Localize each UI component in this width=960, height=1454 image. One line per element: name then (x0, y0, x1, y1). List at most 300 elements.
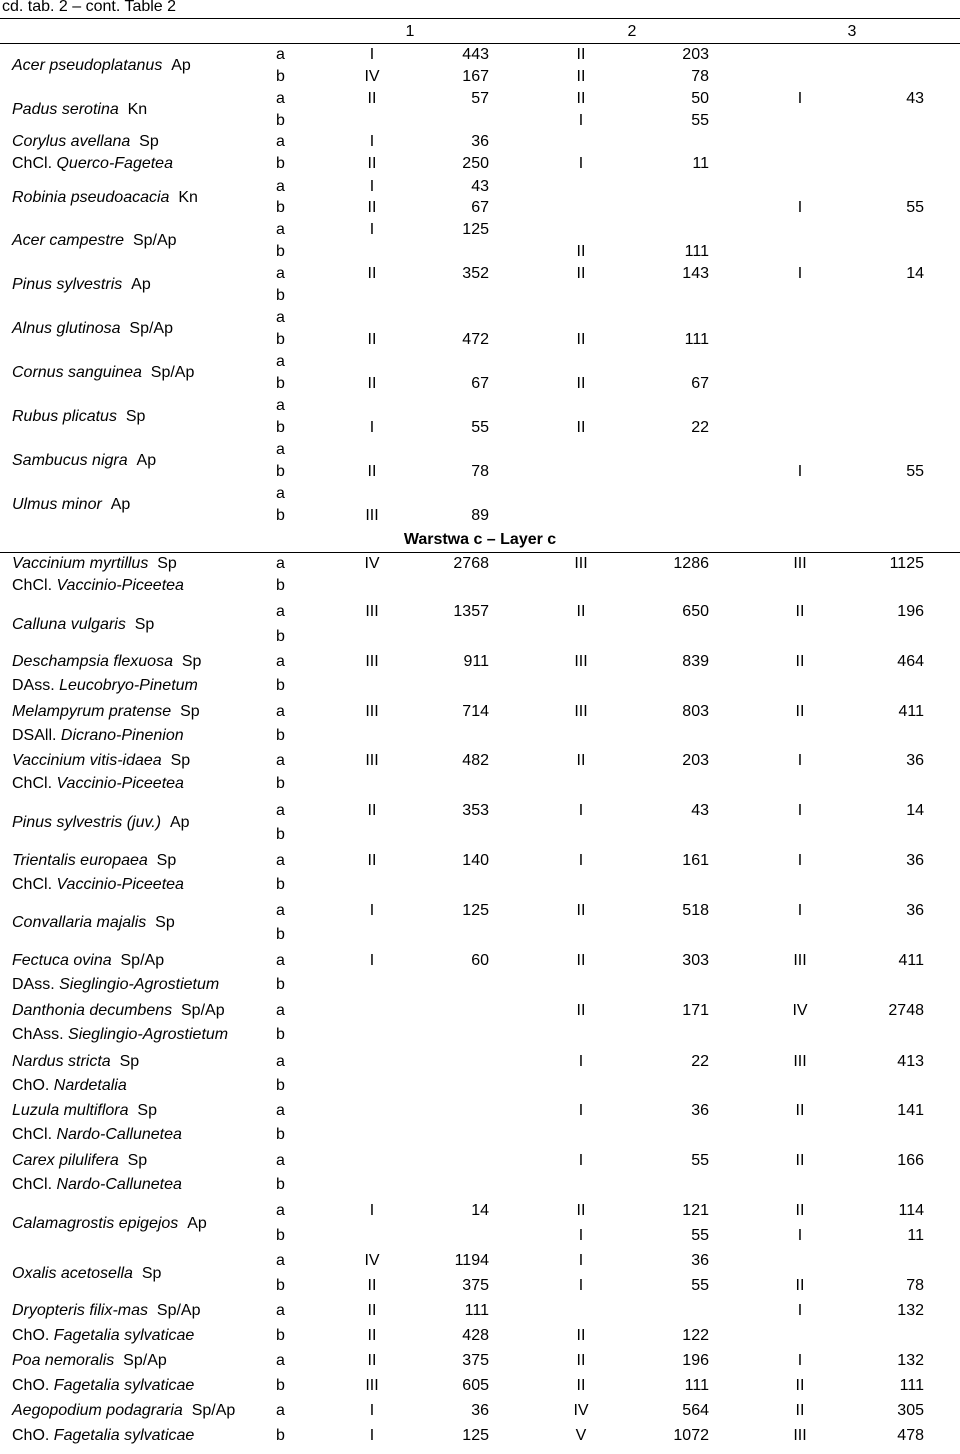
layer-a-marker: a (276, 90, 285, 107)
top-rule (0, 18, 960, 19)
layer-c-rule (0, 552, 960, 553)
cover-value: 352 (462, 265, 489, 282)
cover-value: 166 (897, 1152, 924, 1169)
cover-value: 518 (682, 902, 709, 919)
species-name-text: Sambucus nigra (12, 452, 128, 469)
layer-b-marker: b (276, 112, 285, 129)
layer-b-marker: b (276, 677, 285, 694)
cover-value: 161 (682, 852, 709, 869)
layer-b-marker: b (276, 577, 285, 594)
layer-a-marker: a (276, 1402, 285, 1419)
cover-value: 36 (691, 1252, 709, 1269)
cover-value: 78 (471, 463, 489, 480)
species-name (12, 57, 191, 75)
species-name-text: Robinia pseudoacacia (12, 189, 170, 206)
life-form: Sp (134, 616, 155, 633)
constancy-class: II (576, 243, 586, 260)
syntaxon-line (12, 1026, 228, 1044)
col-header-2: 2 (627, 23, 637, 40)
cover-value: 78 (691, 68, 709, 85)
layer-b-marker: b (276, 331, 285, 348)
layer-a-marker: a (276, 703, 285, 720)
constancy-class: II (367, 155, 377, 172)
syntaxon-prefix: ChO. (12, 1077, 50, 1094)
constancy-class: I (369, 902, 375, 919)
cover-value: 114 (898, 1202, 924, 1219)
syntaxon-line (12, 876, 184, 894)
life-form: Sp/Ap (181, 1002, 225, 1019)
layer-b-marker: b (276, 375, 285, 392)
syntaxon-line (12, 1126, 182, 1144)
cover-value: 43 (691, 802, 709, 819)
layer-a-marker: a (276, 397, 285, 414)
species-name-text: Corylus avellana (12, 133, 131, 150)
constancy-class: I (797, 463, 803, 480)
col-header-1: 1 (405, 23, 415, 40)
cover-value: 67 (471, 375, 489, 392)
constancy-class: I (369, 178, 375, 195)
cover-value: 250 (462, 155, 489, 172)
species-name (12, 1302, 201, 1320)
syntaxon-line (12, 577, 184, 595)
syntaxon-name: Querco-Fagetea (56, 155, 173, 172)
constancy-class: III (365, 703, 379, 720)
life-form: Ap (110, 496, 131, 513)
syntaxon-prefix: DAss. (12, 976, 55, 993)
syntaxon-prefix: ChCl. (12, 577, 53, 594)
species-name (12, 752, 190, 770)
species-name (12, 1053, 139, 1071)
layer-a-marker: a (276, 178, 285, 195)
constancy-class: III (365, 653, 379, 670)
layer-b-marker: b (276, 1026, 285, 1043)
constancy-class: II (367, 1352, 377, 1369)
syntaxon-name: Nardo-Callunetea (56, 1126, 182, 1143)
syntaxon-prefix: ChO. (12, 1427, 50, 1444)
cover-value: 353 (462, 802, 489, 819)
cover-value: 375 (462, 1352, 489, 1369)
syntaxon-name: Dicrano-Pinenion (60, 727, 184, 744)
constancy-class: II (367, 802, 377, 819)
life-form: Ap (131, 276, 151, 293)
cover-value: 55 (691, 1277, 709, 1294)
layer-a-marker: a (276, 1352, 285, 1369)
constancy-class: I (369, 1202, 375, 1219)
species-name (12, 1102, 157, 1120)
constancy-class: I (369, 221, 375, 238)
layer-b-marker: b (276, 976, 285, 993)
layer-a-marker: a (276, 852, 285, 869)
layer-b-marker: b (276, 155, 285, 172)
species-name (12, 703, 200, 721)
layer-b-marker: b (276, 926, 285, 943)
species-name-text: Deschampsia flexuosa (12, 653, 173, 670)
cover-value: 140 (462, 852, 489, 869)
layer-a-marker: a (276, 133, 285, 150)
cover-value: 111 (684, 331, 709, 348)
constancy-class: II (576, 603, 586, 620)
constancy-class: III (793, 1053, 807, 1070)
cover-value: 57 (471, 90, 489, 107)
constancy-class: II (795, 1377, 805, 1394)
constancy-class: II (367, 852, 377, 869)
cover-value: 132 (897, 1352, 924, 1369)
layer-a-marker: a (276, 353, 285, 370)
cover-value: 132 (897, 1302, 924, 1319)
constancy-class: IV (364, 555, 380, 572)
species-name-text: Trientalis europaea (12, 852, 148, 869)
constancy-class: II (367, 331, 377, 348)
constancy-class: I (797, 265, 803, 282)
species-name-text: Vaccinium vitis-idaea (12, 752, 162, 769)
constancy-class: II (576, 1377, 586, 1394)
cover-value: 14 (906, 802, 924, 819)
cover-value: 55 (906, 463, 924, 480)
constancy-class: III (365, 1377, 379, 1394)
constancy-class: II (576, 375, 586, 392)
syntaxon-prefix: ChCl. (12, 155, 53, 172)
species-name (12, 452, 156, 470)
syntaxon-line (12, 775, 184, 793)
cover-value: 121 (682, 1202, 709, 1219)
layer-b-marker: b (276, 775, 285, 792)
cover-value: 60 (471, 952, 489, 969)
life-form: Kn (127, 101, 148, 118)
constancy-class: III (365, 507, 379, 524)
constancy-class: I (797, 90, 803, 107)
constancy-class: I (369, 133, 375, 150)
life-form: Sp/Ap (123, 1352, 167, 1369)
syntaxon-line (12, 155, 173, 173)
cover-value: 2748 (888, 1002, 924, 1019)
syntaxon-prefix: ChO. (12, 1327, 50, 1344)
life-form: Kn (178, 189, 198, 206)
layer-a-marker: a (276, 1102, 285, 1119)
life-form: Sp (170, 752, 191, 769)
species-name-text: Acer campestre (12, 232, 125, 249)
cover-value: 171 (682, 1002, 709, 1019)
layer-b-marker: b (276, 1427, 285, 1444)
species-name-text: Acer pseudoplatanus (12, 57, 163, 74)
life-form: Sp (155, 914, 175, 931)
layer-b-marker: b (276, 243, 285, 260)
constancy-class: III (365, 752, 379, 769)
cover-value: 43 (471, 178, 489, 195)
species-name (12, 616, 154, 634)
species-name (12, 276, 151, 294)
species-name (12, 189, 198, 207)
constancy-class: I (578, 1102, 584, 1119)
table-caption: cd. tab. 2 – cont. Table 2 (2, 0, 177, 15)
species-name-text: Vaccinium myrtillus (12, 555, 149, 572)
constancy-class: II (795, 603, 805, 620)
constancy-class: I (369, 1427, 375, 1444)
layer-a-marker: a (276, 902, 285, 919)
syntaxon-prefix: ChCl. (12, 775, 53, 792)
cover-value: 911 (463, 653, 489, 670)
constancy-class: II (795, 1202, 805, 1219)
constancy-class: I (369, 1402, 375, 1419)
life-form: Sp (125, 408, 146, 425)
layer-b-marker: b (276, 68, 285, 85)
layer-a-marker: a (276, 265, 285, 282)
cover-value: 50 (691, 90, 709, 107)
constancy-class: IV (573, 1402, 589, 1419)
life-form: Ap (187, 1215, 207, 1232)
layer-a-marker: a (276, 752, 285, 769)
cover-value: 14 (906, 265, 924, 282)
layer-b-marker: b (276, 1077, 285, 1094)
life-form: Ap (136, 452, 157, 469)
species-name-text: Fectuca ovina (12, 952, 112, 969)
cover-value: 472 (462, 331, 489, 348)
life-form: Sp/Ap (191, 1402, 236, 1419)
species-name (12, 952, 164, 970)
layer-b-marker: b (276, 199, 285, 216)
layer-b-marker: b (276, 1327, 285, 1344)
constancy-class: I (797, 802, 803, 819)
species-name-text: Cornus sanguinea (12, 364, 142, 381)
constancy-class: I (797, 1352, 803, 1369)
layer-b-marker: b (276, 876, 285, 893)
life-form: Sp/Ap (120, 952, 165, 969)
cover-value: 605 (462, 1377, 489, 1394)
cover-value: 1072 (673, 1427, 709, 1444)
layer-b-marker: b (276, 1227, 285, 1244)
species-name-text: Danthonia decumbens (12, 1002, 173, 1019)
cover-value: 839 (682, 653, 709, 670)
cover-value: 22 (691, 1053, 709, 1070)
cover-value: 11 (692, 155, 709, 172)
syntaxon-line (12, 1427, 194, 1445)
constancy-class: II (367, 265, 377, 282)
col-header-3: 3 (847, 23, 857, 40)
syntaxon-line (12, 976, 219, 994)
life-form: Ap (169, 814, 190, 831)
species-name-text: Rubus plicatus (12, 408, 117, 425)
constancy-class: II (576, 68, 586, 85)
cover-value: 89 (471, 507, 489, 524)
species-name (12, 496, 130, 514)
cover-value: 714 (462, 703, 489, 720)
life-form: Sp (137, 1102, 157, 1119)
constancy-class: I (578, 155, 584, 172)
layer-a-marker: a (276, 309, 285, 326)
constancy-class: III (793, 555, 807, 572)
constancy-class: II (367, 1277, 377, 1294)
layer-b-marker: b (276, 1126, 285, 1143)
cover-value: 22 (691, 419, 709, 436)
life-form: Sp (157, 555, 177, 572)
constancy-class: II (576, 752, 586, 769)
constancy-class: IV (364, 1252, 380, 1269)
cover-value: 43 (906, 90, 924, 107)
constancy-class: II (367, 1327, 377, 1344)
cover-value: 375 (462, 1277, 489, 1294)
cover-value: 67 (691, 375, 709, 392)
life-form: Sp/Ap (150, 364, 195, 381)
species-name (12, 133, 159, 151)
layer-a-marker: a (276, 1053, 285, 1070)
species-name (12, 1265, 161, 1283)
cover-value: 55 (691, 1227, 709, 1244)
layer-b-marker: b (276, 826, 285, 843)
species-name-text: Calluna vulgaris (12, 616, 126, 633)
constancy-class: II (367, 90, 377, 107)
constancy-class: II (576, 46, 586, 63)
layer-a-marker: a (276, 1202, 285, 1219)
constancy-class: I (578, 1252, 584, 1269)
cover-value: 203 (682, 752, 709, 769)
life-form: Sp/Ap (132, 232, 177, 249)
layer-b-marker: b (276, 628, 285, 645)
species-name (12, 408, 145, 426)
cover-value: 443 (462, 46, 489, 63)
constancy-class: III (574, 703, 588, 720)
syntaxon-name: Leucobryo-Pinetum (59, 677, 198, 694)
species-name (12, 1002, 225, 1020)
constancy-class: II (795, 1402, 805, 1419)
syntaxon-name: Vaccinio-Piceetea (56, 876, 184, 893)
cover-value: 411 (898, 952, 924, 969)
layer-b-marker: b (276, 1277, 285, 1294)
cover-value: 411 (898, 703, 924, 720)
layer-a-marker: a (276, 952, 285, 969)
layer-a-marker: a (276, 653, 285, 670)
syntaxon-line (12, 1176, 182, 1194)
species-name-text: Padus serotina (12, 101, 119, 118)
layer-a-marker: a (276, 555, 285, 572)
layer-b-marker: b (276, 507, 285, 524)
constancy-class: II (367, 463, 377, 480)
syntaxon-name: Fagetalia sylvaticae (53, 1327, 195, 1344)
constancy-class: I (578, 112, 584, 129)
constancy-class: III (365, 603, 379, 620)
cover-value: 122 (682, 1327, 709, 1344)
cover-value: 428 (462, 1327, 489, 1344)
layer-b-marker: b (276, 463, 285, 480)
life-form: Sp (180, 703, 200, 720)
species-name-text: Poa nemoralis (12, 1352, 115, 1369)
header-rule (0, 43, 960, 44)
species-name (12, 1402, 235, 1420)
cover-value: 1357 (453, 603, 489, 620)
cover-value: 36 (906, 752, 924, 769)
syntaxon-name: Nardo-Callunetea (56, 1176, 182, 1193)
layer-a-marker: a (276, 221, 285, 238)
species-name (12, 232, 177, 250)
syntaxon-prefix: DSAll. (12, 727, 57, 744)
constancy-class: II (576, 1202, 586, 1219)
constancy-class: III (793, 952, 807, 969)
species-name-text: Pinus sylvestris (juv.) (12, 814, 162, 831)
syntaxon-line (12, 1327, 194, 1345)
syntaxon-name: Fagetalia sylvaticae (53, 1377, 195, 1394)
life-form: Sp (141, 1265, 162, 1282)
constancy-class: I (578, 1053, 584, 1070)
constancy-class: II (795, 1152, 805, 1169)
syntaxon-name: Vaccinio-Piceetea (56, 775, 184, 792)
constancy-class: I (797, 752, 803, 769)
cover-value: 125 (462, 1427, 489, 1444)
syntaxon-name: Sieglingio-Agrostietum (68, 1026, 229, 1043)
constancy-class: II (795, 1277, 805, 1294)
cover-value: 111 (899, 1377, 924, 1394)
constancy-class: II (367, 1302, 377, 1319)
species-name (12, 653, 201, 671)
species-name-text: Dryopteris filix-mas (12, 1302, 149, 1319)
species-name-text: Oxalis acetosella (12, 1265, 133, 1282)
constancy-class: I (369, 419, 375, 436)
constancy-class: II (367, 375, 377, 392)
layer-b-marker: b (276, 1176, 285, 1193)
constancy-class: II (576, 419, 586, 436)
species-name-text: Convallaria majalis (12, 914, 147, 931)
cover-value: 11 (907, 1227, 924, 1244)
constancy-class: II (576, 265, 586, 282)
cover-value: 111 (684, 243, 709, 260)
constancy-class: III (574, 653, 588, 670)
cover-value: 1194 (454, 1252, 489, 1269)
constancy-class: I (578, 802, 584, 819)
species-name-text: Alnus glutinosa (12, 320, 121, 337)
syntaxon-prefix: ChCl. (12, 876, 53, 893)
constancy-class: I (369, 952, 375, 969)
constancy-class: I (797, 852, 803, 869)
species-name (12, 364, 194, 382)
cover-value: 803 (682, 703, 709, 720)
layer-b-marker: b (276, 419, 285, 436)
species-name (12, 1152, 147, 1170)
cover-value: 167 (462, 68, 489, 85)
species-name (12, 1352, 167, 1370)
cover-value: 36 (471, 1402, 489, 1419)
syntaxon-name: Vaccinio-Piceetea (56, 577, 184, 594)
constancy-class: II (576, 1002, 586, 1019)
species-name (12, 852, 176, 870)
species-name-text: Pinus sylvestris (12, 276, 123, 293)
cover-value: 111 (684, 1377, 709, 1394)
species-name (12, 1215, 207, 1233)
constancy-class: I (578, 1227, 584, 1244)
syntaxon-name: Fagetalia sylvaticae (53, 1427, 195, 1444)
life-form: Sp (119, 1053, 140, 1070)
constancy-class: II (576, 952, 586, 969)
constancy-class: I (797, 1302, 803, 1319)
layer-a-marker: a (276, 1002, 285, 1019)
cover-value: 78 (906, 1277, 924, 1294)
cover-value: 650 (682, 603, 709, 620)
life-form: Ap (171, 57, 191, 74)
constancy-class: II (367, 199, 377, 216)
cover-value: 55 (691, 1152, 709, 1169)
cover-value: 303 (682, 952, 709, 969)
constancy-class: III (574, 555, 588, 572)
cover-value: 125 (462, 902, 489, 919)
cover-value: 564 (682, 1402, 709, 1419)
species-name-text: Luzula multiflora (12, 1102, 129, 1119)
syntaxon-line (12, 727, 184, 745)
syntaxon-prefix: DAss. (12, 677, 55, 694)
syntaxon-line (12, 1377, 194, 1395)
cover-value: 36 (691, 1102, 709, 1119)
constancy-class: V (575, 1427, 587, 1444)
life-form: Sp (181, 653, 202, 670)
syntaxon-line (12, 1077, 127, 1095)
constancy-class: III (793, 1427, 807, 1444)
cover-value: 2768 (453, 555, 489, 572)
species-name-text: Aegopodium podagraria (12, 1402, 183, 1419)
